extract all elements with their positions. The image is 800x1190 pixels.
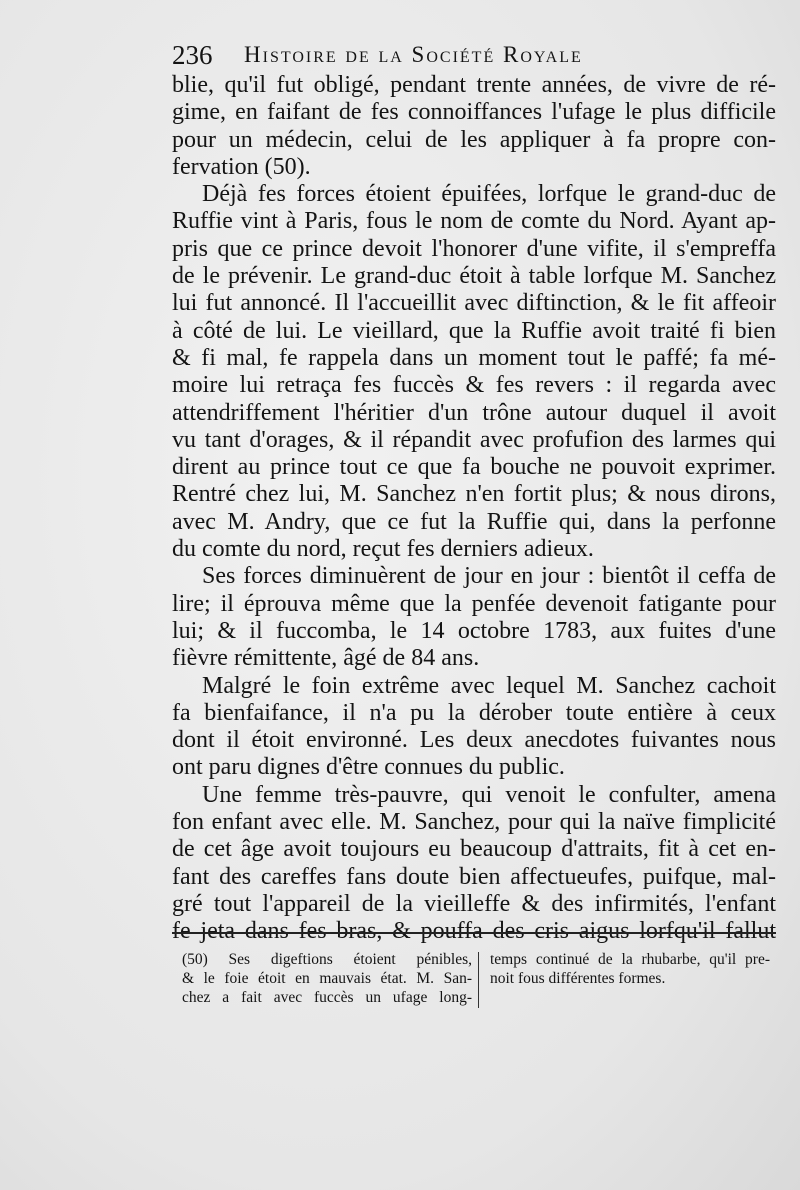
text-line: fièvre rémittente, âgé de 84 ans. <box>172 645 480 672</box>
text-line: fervation (50). <box>172 153 311 180</box>
text-line: gime, en faifant de fes connoiffances l'ufage le plus difficile <box>172 99 776 126</box>
text-line: dirent au prince tout ce que fa bouche ne pouvoit exprimer. <box>172 454 776 481</box>
page-number: 236 <box>172 40 213 70</box>
paragraph-start-line: Une femme très-pauvre, qui venoit le confulter, amena <box>202 781 776 808</box>
footnote-line: temps continué de la rhubarbe, qu'il pre- <box>490 951 770 968</box>
footnote-right-column <box>490 950 770 988</box>
footnote-area <box>172 950 776 1010</box>
text-line: Rentré chez lui, M. Sanchez n'en fortit plus; & nous dirons, <box>172 481 776 508</box>
footnote-rule <box>172 932 776 934</box>
paragraph-start-line: Déjà fes forces étoient épuifées, lorfque le grand-duc de <box>202 181 776 208</box>
text-line: avec M. Andry, que ce fut la Ruffie qui, dans la perfonne <box>172 508 776 535</box>
text-line: fant des careffes fans doute bien affectueufes, puifque, mal- <box>172 863 776 890</box>
paragraph-start-line: Malgré le foin extrême avec lequel M. Sanchez cachoit <box>202 672 776 699</box>
text-line: de le prévenir. Le grand-duc étoit à table lorfque M. Sanchez <box>172 263 776 290</box>
body-text <box>172 72 776 946</box>
text-line: à côté de lui. Le vieillard, que la Ruffie avoit traité fi bien <box>172 317 776 344</box>
text-line: pris que ce prince devoit l'honorer d'une vifite, il s'empreffa <box>172 235 776 262</box>
footnote-line: noit fous différentes formes. <box>490 970 666 987</box>
page-header <box>172 40 772 74</box>
text-line: du comte du nord, reçut fes derniers adieux. <box>172 536 594 563</box>
text-line: lui fut annoncé. Il l'accueillit avec diftinction, & le fit affeoir <box>172 290 776 317</box>
text-line: pour un médecin, celui de les appliquer à fa propre con- <box>172 126 776 153</box>
text-line: ont paru dignes d'être connues du public. <box>172 754 565 781</box>
text-line: lui; & il fuccomba, le 14 octobre 1783, aux fuites d'une <box>172 617 776 644</box>
footnote-left-column <box>182 950 472 1007</box>
footnote-column-divider <box>478 952 479 1008</box>
text-line: fa bienfaifance, il n'a pu la dérober toute entière à ceux <box>172 699 776 726</box>
text-line: blie, qu'il fut obligé, pendant trente années, de vivre de ré- <box>172 72 776 98</box>
text-line: de cet âge avoit toujours eu beaucoup d'attraits, fit à cet en- <box>172 836 776 863</box>
text-line: fon enfant avec elle. M. Sanchez, pour qui la naïve fimplicité <box>172 809 776 836</box>
text-line: fe jeta dans fes bras, & pouffa des cris aigus lorfqu'il fallut <box>172 918 776 945</box>
text-line: vu tant d'orages, & il répandit avec profufion des larmes qui <box>172 426 776 453</box>
text-line: dont il étoit environné. Les deux anecdotes fuivantes nous <box>172 727 776 754</box>
running-title: Histoire de la Société Royale <box>244 42 583 67</box>
text-line: Ruffie vint à Paris, fous le nom de comte du Nord. Ayant ap- <box>172 208 776 235</box>
text-line: & fi mal, fe rappela dans un moment tout le paffé; fa mé- <box>172 344 776 371</box>
footnote-line: (50) Ses digeftions étoient pénibles, <box>182 951 472 968</box>
paragraph-start-line: Ses forces diminuèrent de jour en jour : bientôt il ceffa de <box>202 563 776 590</box>
footnote-line: & le foie étoit en mauvais état. M. San- <box>182 970 472 987</box>
footnote-line: chez a fait avec fuccès un ufage long- <box>182 989 472 1006</box>
text-line: moire lui retraça fes fuccès & fes revers : il regarda avec <box>172 372 776 399</box>
text-line: gré tout l'appareil de la vieilleffe & des infirmités, l'enfant <box>172 890 776 917</box>
text-line: attendriffement l'héritier d'un trône autour duquel il avoit <box>172 399 776 426</box>
text-line: lire; il éprouva même que la penfée devenoit fatigante pour <box>172 590 776 617</box>
